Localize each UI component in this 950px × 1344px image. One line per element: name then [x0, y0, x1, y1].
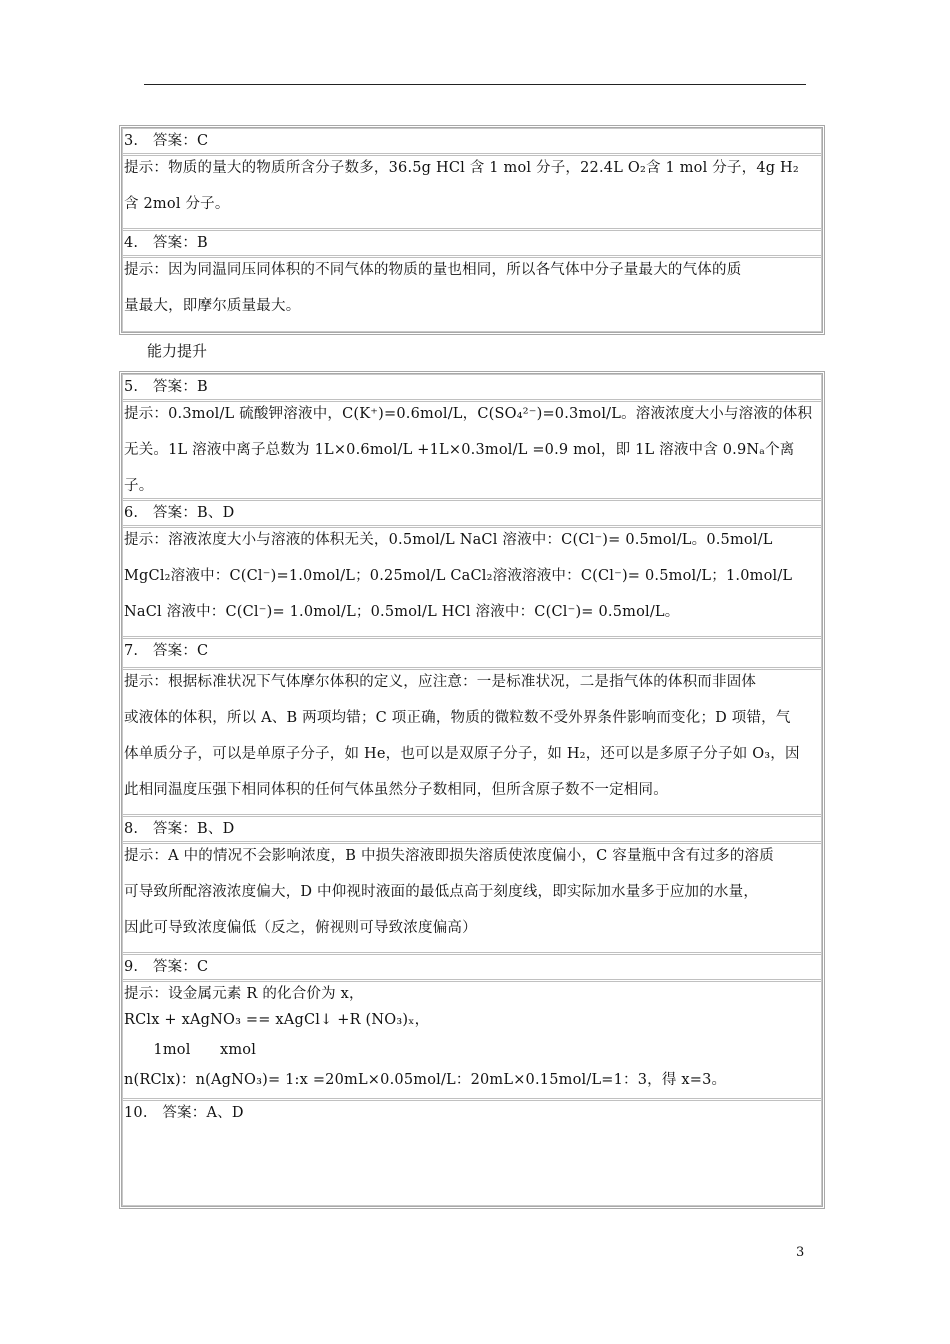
answer-text-line: 提示：根据标准状况下气体摩尔体积的定义，应注意：一是标准状况，二是指气体的体积而非固体	[124, 674, 757, 690]
answer-box-advanced	[119, 371, 825, 1209]
answer-row	[123, 1101, 821, 1131]
answer-box-inner	[122, 128, 822, 332]
answer-text-line: 1mol xmol	[124, 1042, 257, 1058]
answer-text-line: 或液体的体积，所以 A、B 两项均错；C 项正确，物质的微粒数不受外界条件影响而变化；D 项错，气	[124, 710, 791, 726]
answer-text-line: RClx + xAgNO₃ == xAgCl↓ +R (NO₃)ₓ，	[124, 1012, 430, 1028]
answer-text-line: 7. 答案：C	[124, 643, 209, 659]
answer-text-line: 提示：因为同温同压同体积的不同气体的物质的量也相同，所以各气体中分子量最大的气体的质	[124, 262, 742, 278]
header-rule	[144, 84, 806, 85]
answer-text-line: 因此可导致浓度偏低（反之，俯视则可导致浓度偏高）	[124, 920, 477, 936]
answer-text-line: 4. 答案：B	[124, 235, 208, 251]
answer-text-line: 提示：物质的量大的物质所含分子数多，36.5g HCl 含 1 mol 分子，22.4L O₂含 1 mol 分子，4g H₂	[124, 160, 799, 176]
section-label: 能力提升	[147, 342, 208, 360]
answer-box-basic	[119, 125, 825, 335]
answer-row	[123, 375, 821, 402]
answer-text-line: 无关。1L 溶液中离子总数为 1L×0.6mol/L +1L×0.3mol/L =0.9 mol，即 1L 溶液中含 0.9Nₐ个离	[124, 442, 795, 458]
answer-text-line: 量最大，即摩尔质量最大。	[124, 298, 301, 314]
answer-row	[123, 231, 821, 258]
answer-text-line: 3. 答案：C	[124, 133, 209, 149]
answer-row	[123, 129, 821, 156]
answer-row	[123, 156, 821, 231]
answer-text-line: 提示：A 中的情况不会影响浓度，B 中损失溶液即损失溶质使浓度偏小，C 容量瓶中含有过多的溶质	[124, 848, 774, 864]
answer-row	[123, 817, 821, 844]
answer-text-line: NaCl 溶液中：C(Cl⁻)= 1.0mol/L；0.5mol/L HCl 溶液中：C(Cl⁻)= 0.5mol/L。	[124, 604, 680, 620]
answer-text-line: 可导致所配溶液浓度偏大，D 中仰视时液面的最低点高于刻度线，即实际加水量多于应加的水量，	[124, 884, 759, 900]
answer-text-line: 10. 答案：A、D	[124, 1105, 244, 1121]
answer-row	[123, 955, 821, 982]
answer-text-line: 体单质分子，可以是单原子分子，如 He，也可以是双原子分子，如 H₂，还可以是多原子分子如 O₃，因	[124, 746, 800, 762]
answer-text-line: 子。	[124, 478, 154, 494]
answer-text-line: 9. 答案：C	[124, 959, 209, 975]
answer-text-line: 5. 答案：B	[124, 379, 208, 395]
answer-text-line: 提示：溶液浓度大小与溶液的体积无关，0.5mol/L NaCl 溶液中：C(Cl⁻)= 0.5mol/L。0.5mol/L	[124, 532, 773, 548]
answer-text-line: MgCl₂溶液中：C(Cl⁻)=1.0mol/L；0.25mol/L CaCl₂溶液溶液中：C(Cl⁻)= 0.5mol/L；1.0mol/L	[124, 568, 793, 584]
answer-row	[123, 982, 821, 1101]
answer-box-inner	[122, 374, 822, 1206]
answer-text-line: 8. 答案：B、D	[124, 821, 235, 837]
answer-text-line: 含 2mol 分子。	[124, 196, 230, 212]
answer-text-line: 此相同温度压强下相同体积的任何气体虽然分子数相同，但所含原子数不一定相同。	[124, 782, 668, 798]
answer-row	[123, 402, 821, 501]
answer-text-line: n(RClx)：n(AgNO₃)= 1:x =20mL×0.05mol/L：20mL×0.15mol/L=1：3，得 x=3。	[124, 1072, 727, 1088]
page-number: 3	[796, 1245, 805, 1260]
answer-row	[123, 670, 821, 817]
answer-row	[123, 258, 821, 330]
answer-row	[123, 501, 821, 528]
answer-text-line: 提示：设金属元素 R 的化合价为 x，	[124, 986, 364, 1002]
answer-row	[123, 639, 821, 670]
answer-row	[123, 844, 821, 955]
answer-row	[123, 528, 821, 639]
answer-text-line: 提示：0.3mol/L 硫酸钾溶液中，C(K⁺)=0.6mol/L，C(SO₄²⁻)=0.3mol/L。溶液浓度大小与溶液的体积	[124, 406, 813, 422]
answer-text-line: 6. 答案：B、D	[124, 505, 235, 521]
